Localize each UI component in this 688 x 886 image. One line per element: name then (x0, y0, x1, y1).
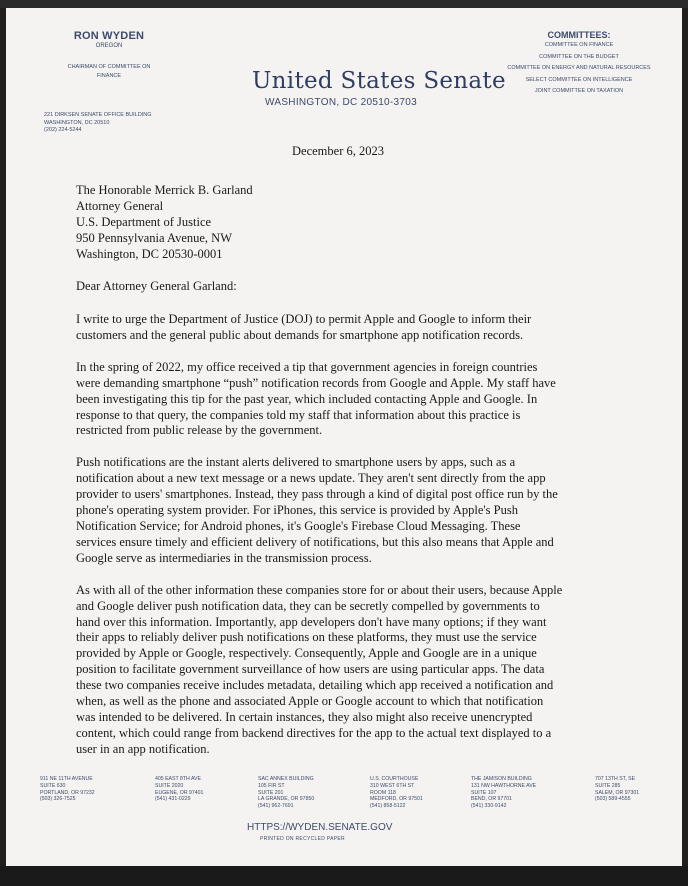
office-line: SUITE 630 (40, 782, 66, 789)
office-line: BEND, OR 97701 (471, 796, 512, 803)
office-line: EUGENE, OR 97401 (155, 789, 204, 796)
recipient-line: Washington, DC 20530-0001 (76, 247, 223, 261)
office-line: 405 EAST 8TH AVE (155, 776, 201, 782)
committee-item: SELECT COMMITTEE ON INTELLIGENCE (525, 76, 633, 83)
office-line: ROOM 118 (370, 789, 396, 796)
office-address-la-grande (258, 776, 314, 810)
office-line: (541) 330-9142 (471, 803, 507, 810)
letter-page (6, 8, 682, 866)
salutation: Dear Attorney General Garland: (76, 279, 237, 293)
website-link[interactable]: HTTPS://WYDEN.SENATE.GOV (247, 822, 393, 833)
office-line: WASHINGTON, DC 20510 (44, 119, 110, 126)
recipient-address (76, 182, 253, 262)
office-line: (541) 858-5122 (370, 803, 406, 810)
senator-header (44, 30, 174, 81)
paragraph-line: Push notifications are the instant alerts delivered to smartphone users by apps, such as a (76, 455, 516, 470)
office-address-eugene (155, 776, 203, 803)
paragraph (76, 360, 610, 440)
paragraph-line: user in an app notification. (76, 741, 210, 756)
video-top-bar (0, 0, 688, 8)
office-line: SALEM, OR 97301 (595, 789, 640, 796)
paragraph-line: I write to urge the Department of Justice (DOJ) to permit Apple and Google to inform their (76, 312, 532, 326)
office-line: (202) 224-5244 (44, 127, 82, 133)
letter-date: December 6, 2023 (292, 144, 384, 158)
paragraph (76, 583, 610, 758)
office-line: THE JAMISON BUILDING (471, 776, 532, 782)
office-address-salem (595, 776, 639, 803)
paragraph-line: services ensure timely and efficient delivery of notifications, but this also means that Apple and (76, 534, 554, 549)
paragraph-line: these two companies receive includes metadata, detailing which app received a notification and (76, 678, 554, 693)
paragraph-line: and Google deliver push notification data, they can be secretly compelled by governments to (76, 598, 540, 613)
dc-office-address (44, 112, 151, 135)
office-line: SUITE 107 (471, 789, 497, 796)
paragraph-line: notification about a new text message or a news update. They aren't sent directly from the app (76, 471, 546, 486)
committees-title: COMMITTEES: (547, 30, 611, 40)
senator-state: OREGON (95, 43, 123, 49)
recipient-line: 950 Pennsylvania Avenue, NW (76, 231, 232, 245)
paragraph-line: provided by Apple or Google, respectively. Consequently, Apple and Google are in a unique (76, 646, 537, 661)
chairman-line: FINANCE (96, 73, 122, 79)
paragraph-line: customers and the general public about demands for smartphone app notification records. (76, 327, 524, 342)
paragraph-line: were demanding smartphone “push” notification records from Google and Apple. My staff have (76, 375, 556, 390)
office-line: 105 FIR ST (258, 782, 285, 789)
office-line: (503) 326-7525 (40, 796, 76, 803)
video-bottom-bar (0, 866, 688, 886)
chairman-title (44, 63, 174, 81)
committee-item: COMMITTEE ON ENERGY AND NATURAL RESOURCES (507, 65, 651, 71)
office-address-bend (471, 776, 536, 810)
office-line: SUITE 2020 (155, 782, 184, 789)
paragraph-line: when, as well as the phone and associated Apple or Google account to which that notification (76, 694, 544, 709)
paragraph (76, 455, 610, 566)
letter-body (76, 312, 610, 774)
paragraph-line: content, which could range from backend directives for the app to the actual text displayed to a (76, 725, 552, 740)
committee-item: COMMITTEE ON FINANCE (544, 42, 614, 48)
office-line: (503) 589-4555 (595, 796, 631, 803)
recipient-line: The Honorable Merrick B. Garland (76, 183, 253, 197)
office-line: PORTLAND, OR 97232 (40, 789, 95, 796)
paragraph-line: In the spring of 2022, my office received a tip that government agencies in foreign countries (76, 359, 538, 374)
office-line: 221 DIRKSEN SENATE OFFICE BUILDING (44, 112, 152, 118)
office-address-portland (40, 776, 95, 803)
paragraph (76, 312, 610, 344)
paragraph-line: Notification Service; for Android phones, it's Google's Firebase Cloud Messaging. These (76, 518, 521, 533)
office-line: 131 NW HAWTHORNE AVE (471, 782, 537, 789)
office-line: 911 NE 11TH AVENUE (40, 776, 93, 782)
committee-item: JOINT COMMITTEE ON TAXATION (534, 88, 624, 94)
senate-title: United States Senate (252, 68, 506, 94)
committee-item: COMMITTEE ON THE BUDGET (539, 53, 619, 60)
recipient-line: U.S. Department of Justice (76, 215, 212, 229)
recipient-line: Attorney General (76, 199, 164, 213)
office-line: SUITE 285 (595, 782, 621, 789)
paragraph-line: Google serve as intermediaries in the transmission process. (76, 550, 372, 565)
paragraph-line: restricted from public release by the government. (76, 423, 323, 438)
paragraph-line: hand over this information. Importantly, app developers don't have many options; if they want (76, 614, 547, 629)
committees-list (484, 30, 674, 98)
paragraph-line: position to facilitate government surveillance of how users are using particular apps. The data (76, 662, 545, 677)
senate-subtitle: WASHINGTON, DC 20510-3703 (265, 97, 417, 108)
office-line: U.S. COURTHOUSE (370, 776, 419, 782)
office-line: (541) 962-7691 (258, 803, 294, 810)
office-line: (541) 431-0229 (155, 796, 191, 803)
senator-name: RON WYDEN (73, 30, 145, 42)
paragraph-line: As with all of the other information these companies store for or about their users, because Apple (76, 582, 563, 597)
paragraph-line: response to that query, the companies told my staff that information about this practice is (76, 407, 521, 422)
office-line: 310 WEST 6TH ST (370, 782, 415, 789)
paragraph-line: was intended to be delivered. In certain instances, they also might also receive unencrypted (76, 709, 533, 724)
office-line: MEDFORD, OR 97501 (370, 796, 423, 803)
paragraph-line: been investigating this tip for the past year, which included contacting Apple and Google. In (76, 391, 538, 406)
paragraph-line: provider to users' smartphones. Instead, they pass through a kind of digital post office run by the (76, 487, 558, 502)
office-line: SUITE 201 (258, 789, 284, 796)
recycled-notice: PRINTED ON RECYCLED PAPER (260, 836, 345, 842)
office-line: SAC ANNEX BUILDING (258, 776, 314, 782)
office-address-medford (370, 776, 423, 810)
paragraph-line: their apps to reliably deliver push notifications on these platforms, they must use the service (76, 630, 537, 645)
chairman-line: CHAIRMAN OF COMMITTEE ON (67, 64, 151, 70)
office-line: 707 13TH ST, SE (595, 776, 636, 782)
office-line: LA GRANDE, OR 97850 (258, 796, 315, 803)
paragraph-line: phone's operating system provider. For iPhones, this service is provided by Apple's Push (76, 503, 518, 518)
